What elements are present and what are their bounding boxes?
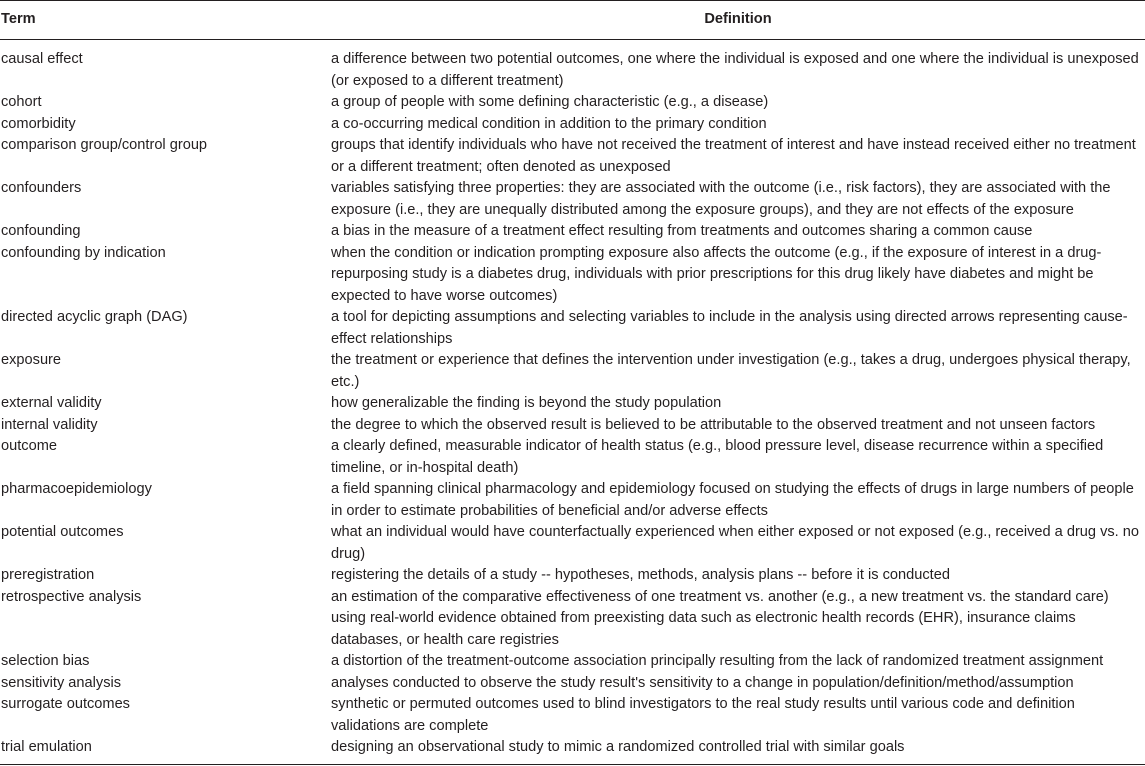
- term-cell: retrospective analysis: [1, 588, 142, 605]
- definition-cell: registering the details of a study -- hypotheses, methods, analysis plans -- before it is conducted: [331, 567, 950, 583]
- table-row: [0, 479, 1145, 522]
- table-row: [0, 415, 1145, 437]
- definition-cell: how generalizable the finding is beyond the study population: [331, 395, 722, 411]
- table-header: [0, 1, 1145, 40]
- definition-cell: a clearly defined, measurable indicator of health status (e.g., blood pressure level, disease recurrence within a specified timeline, or in-hospital death): [331, 438, 1104, 476]
- definition-cell: groups that identify individuals who have not received the treatment of interest and have instead received either no treatment or a different treatment; often denoted as unexposed: [331, 137, 1136, 175]
- table-row: [0, 243, 1145, 308]
- table-row: [0, 178, 1145, 221]
- definition-cell: the treatment or experience that defines the intervention under investigation (e.g., takes a drug, undergoes physical therapy, etc.): [331, 352, 1131, 390]
- header-row: [0, 1, 1145, 40]
- table-row: [0, 587, 1145, 652]
- definition-cell: synthetic or permuted outcomes used to blind investigators to the real study results until various code and definition validations are complete: [331, 696, 1075, 734]
- definition-cell: a bias in the measure of a treatment effect resulting from treatments and outcomes sharing a common cause: [331, 223, 1033, 239]
- term-cell: pharmacoepidemiology: [1, 481, 152, 497]
- table-row: [0, 565, 1145, 587]
- table-row: [0, 307, 1145, 350]
- table-row: [0, 393, 1145, 415]
- table-row: [0, 522, 1145, 565]
- table-row: [0, 114, 1145, 136]
- term-cell: confounding: [1, 223, 81, 239]
- term-cell: exposure: [1, 352, 62, 368]
- term-cell: cohort: [1, 94, 42, 110]
- term-cell: outcome: [1, 438, 57, 454]
- term-cell: external validity: [1, 395, 102, 411]
- table-body: [0, 40, 1145, 765]
- definition-cell: a difference between two potential outcomes, one where the individual is exposed and one where the individual is unexposed (or exposed to a different treatment): [331, 51, 1139, 89]
- term-cell: selection bias: [1, 653, 90, 669]
- definition-cell: a tool for depicting assumptions and selecting variables to include in the analysis using directed arrows representing cause-effect relationships: [331, 309, 1128, 347]
- table-row: [0, 651, 1145, 673]
- table-row: [0, 350, 1145, 393]
- definition-column-header: Definition: [331, 1, 1145, 40]
- table-row: [0, 135, 1145, 178]
- table-row: [0, 92, 1145, 114]
- term-cell: confounding by indication: [1, 244, 166, 261]
- term-cell: directed acyclic graph (DAG): [1, 309, 188, 325]
- table-row: [0, 737, 1145, 764]
- definition-cell: analyses conducted to observe the study result's sensitivity to a change in population/definition/method/assumption: [331, 674, 1074, 691]
- definition-cell: what an individual would have counterfactually experienced when either exposed or not exposed (e.g., received a drug vs. no drug): [331, 524, 1140, 562]
- definition-cell: a field spanning clinical pharmacology and epidemiology focused on studying the effects of drugs in large numbers of people in order to estimate probabilities of beneficial and/or adverse effects: [331, 481, 1134, 519]
- term-cell: potential outcomes: [1, 524, 124, 540]
- term-cell: surrogate outcomes: [1, 696, 130, 712]
- term-cell: preregistration: [1, 567, 95, 583]
- table-row: [0, 221, 1145, 243]
- term-cell: causal effect: [1, 51, 83, 67]
- term-cell: trial emulation: [0, 737, 331, 764]
- term-cell: internal validity: [1, 416, 98, 433]
- definition-cell: designing an observational study to mimic a randomized controlled trial with similar goals: [331, 737, 1145, 764]
- definition-cell: when the condition or indication prompting exposure also affects the outcome (e.g., if the exposure of interest in a drug-repurposing study is a diabetes drug, individuals with prior prescriptions for this drug likely have diabetes and might be expected to have worse outcomes): [331, 244, 1102, 304]
- table-row: [0, 40, 1145, 93]
- definition-cell: a group of people with some defining characteristic (e.g., a disease): [331, 94, 769, 110]
- table-row: [0, 694, 1145, 737]
- definition-cell: a distortion of the treatment-outcome association principally resulting from the lack of randomized treatment assignment: [331, 653, 1104, 669]
- definition-cell: the degree to which the observed result is believed to be attributable to the observed treatment and not unseen factors: [331, 416, 1096, 433]
- term-cell: confounders: [1, 180, 82, 196]
- term-column-header: Term: [0, 1, 331, 40]
- term-cell: sensitivity analysis: [1, 674, 122, 691]
- table-row: [0, 673, 1145, 695]
- definition-cell: a co-occurring medical condition in addition to the primary condition: [331, 115, 767, 132]
- definition-cell: an estimation of the comparative effectiveness of one treatment vs. another (e.g., a new treatment vs. the standard care) using real-world evidence obtained from preexisting data such as electronic health records (EHR), insurance claims databases, or health care registries: [331, 588, 1109, 648]
- term-cell: comparison group/control group: [1, 137, 208, 153]
- definition-cell: variables satisfying three properties: they are associated with the outcome (i.e., risk factors), they are associated with the exposure (i.e., they are unequally distributed among the exposure groups), and they are not effects of the exposure: [331, 180, 1111, 218]
- table-row: [0, 436, 1145, 479]
- term-cell: comorbidity: [1, 115, 76, 132]
